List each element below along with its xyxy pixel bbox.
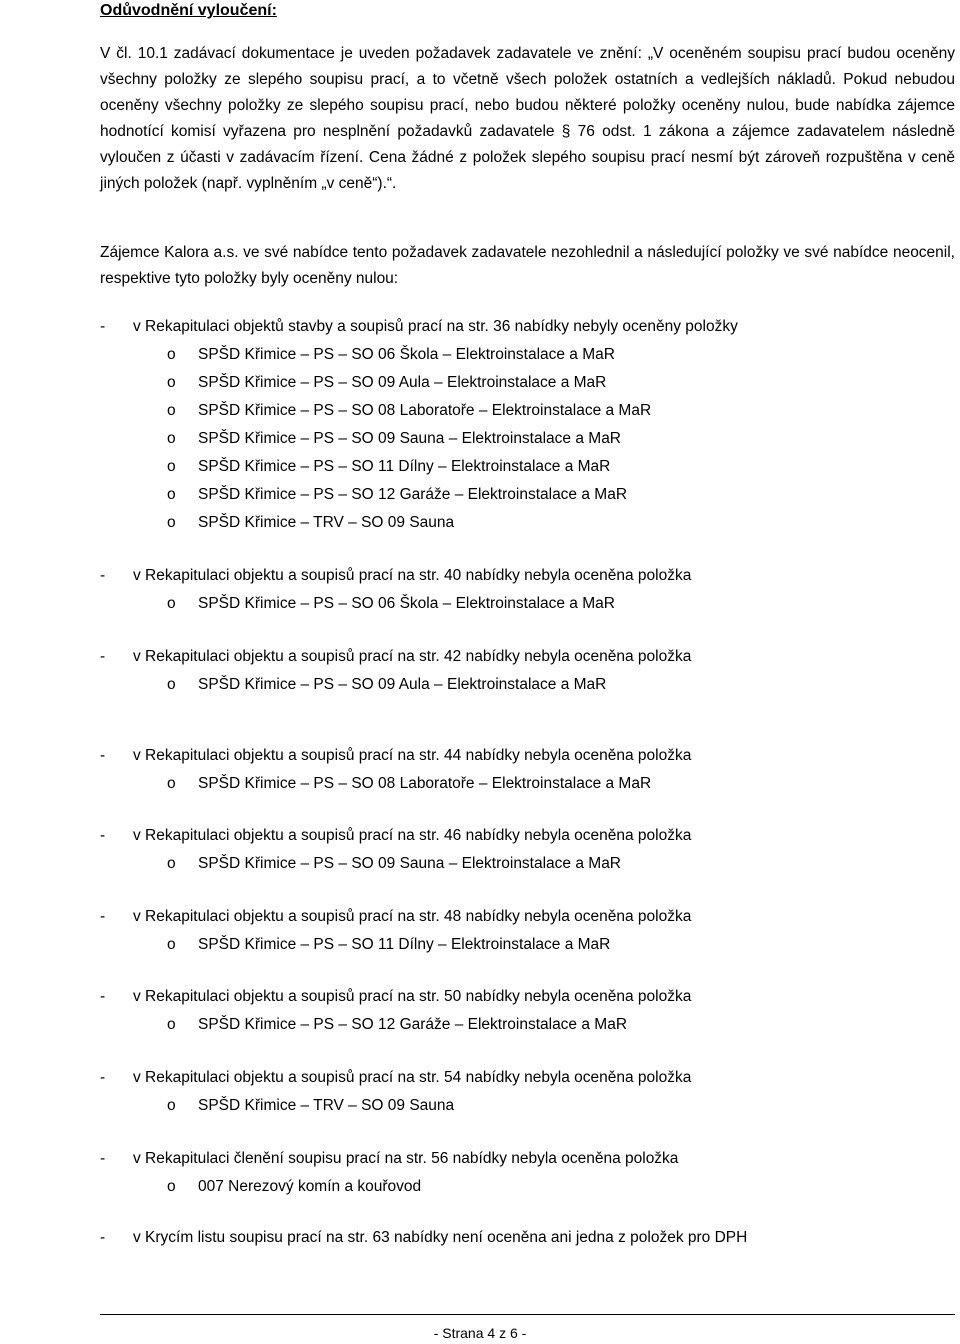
list-item [0,822,960,850]
sub-list-item [0,1011,960,1039]
bullet-marker: o [167,676,176,693]
bullet-marker: o [167,374,176,391]
bullet-marker: o [167,346,176,363]
sub-list-item-text: SPŠD Křimice – TRV – SO 09 Sauna [198,1097,455,1114]
sub-list-item-text: SPŠD Křimice – PS – SO 09 Aula – Elektroinstalace a MaR [198,676,607,693]
sub-list-item-text: SPŠD Křimice – PS – SO 08 Laboratoře – Elektroinstalace a MaR [198,402,652,419]
footer-divider [100,1314,955,1315]
sub-list-item [0,1092,960,1120]
list-item-text: v Rekapitulaci objektu a soupisů prací na str. 50 nabídky nebyla oceněna položka [133,988,692,1005]
bullet-marker: o [167,458,176,475]
sub-list-item-text: SPŠD Křimice – PS – SO 09 Sauna – Elektroinstalace a MaR [198,855,622,872]
paragraph-requirement: V čl. 10.1 zadávací dokumentace je uveden požadavek zadavatele ve znění: „V oceněném soupisu prací budou oceněny všechny položky ze slepého soupisu prací, a to včetně všech položek ostatních a vedlejších nákladů. Pokud nebudou oceněny všechny položky ze slepého soupisu prací, nebo budou některé položky oceněny nulou, bude nabídka zájemce hodnotící komisí vyřazena pro nesplnění požadavků zadavatele § 76 odst. 1 zákona a zájemce zadavatelem následně vyloučen z účasti v zadávacím řízení. Cena žádné z položek slepého soupisu prací nesmí být zároveň rozpuštěna v ceně jiných položek (např. vyplněním „v ceně“).“. [100,45,955,192]
list-item [0,1224,960,1252]
bullet-marker: o [167,855,176,872]
dash-marker: - [100,827,106,844]
list-group [0,562,960,618]
list-item [0,903,960,931]
dash-marker: - [100,747,106,764]
sub-list-item-text: SPŠD Křimice – PS – SO 09 Aula – Elektroinstalace a MaR [198,374,607,391]
list-item-text: v Rekapitulaci objektu a soupisů prací na str. 46 nabídky nebyla oceněna položka [133,827,692,844]
sub-list-item [0,453,960,481]
list-group [0,313,960,537]
sub-list-item [0,369,960,397]
list-item [0,643,960,671]
dash-marker: - [100,318,106,335]
list-group [0,1224,960,1252]
sub-list-item-text: SPŠD Křimice – PS – SO 11 Dílny – Elektroinstalace a MaR [198,458,611,475]
bullet-marker: o [167,514,176,531]
bullet-marker: o [167,430,176,447]
sub-list-item [0,590,960,618]
bullet-marker: o [167,1097,176,1114]
page-number-footer: - Strana 4 z 6 - [433,1325,527,1341]
list-item-text: v Rekapitulaci členění soupisu prací na str. 56 nabídky nebyla oceněna položka [133,1150,679,1167]
dash-marker: - [100,1150,106,1167]
list-item-text: v Rekapitulaci objektu a soupisů prací na str. 48 nabídky nebyla oceněna položka [133,908,692,925]
bullet-marker: o [167,936,176,953]
list-group [0,1145,960,1201]
sub-list-item-text: SPŠD Křimice – PS – SO 12 Garáže – Elektroinstalace a MaR [198,486,628,503]
sub-list-item-text: SPŠD Křimice – PS – SO 06 Škola – Elektroinstalace a MaR [198,595,615,612]
list-group [0,983,960,1039]
dash-marker: - [100,988,106,1005]
sub-list-item [0,481,960,509]
list-item-text: v Krycím listu soupisu prací na str. 63 nabídky není oceněna ani jedna z položek pro DPH [133,1229,748,1246]
sub-list-item [0,770,960,798]
list-group [0,903,960,959]
sub-list-item [0,397,960,425]
dash-marker: - [100,648,106,665]
list-item-text: v Rekapitulaci objektu a soupisů prací na str. 42 nabídky nebyla oceněna položka [133,648,692,665]
list-item-text: v Rekapitulaci objektu a soupisů prací na str. 44 nabídky nebyla oceněna položka [133,747,692,764]
dash-marker: - [100,1229,106,1246]
list-item [0,983,960,1011]
bullet-marker: o [167,486,176,503]
list-group [0,643,960,699]
list-item [0,742,960,770]
list-item [0,1145,960,1173]
paragraph-finding: Zájemce Kalora a.s. ve své nabídce tento požadavek zadavatele nezohlednil a následující položky ve své nabídce neocenil, respektive tyto položky byly oceněny nulou: [100,244,955,287]
sub-list-item [0,850,960,878]
sub-list-item [0,341,960,369]
sub-list-item [0,671,960,699]
sub-list-item-text: SPŠD Křimice – PS – SO 08 Laboratoře – Elektroinstalace a MaR [198,775,652,792]
sub-list-item-text: SPŠD Křimice – PS – SO 09 Sauna – Elektroinstalace a MaR [198,430,622,447]
list-item-text: v Rekapitulaci objektu a soupisů prací na str. 54 nabídky nebyla oceněna položka [133,1069,692,1086]
list-item [0,313,960,341]
sub-list-item [0,931,960,959]
dash-marker: - [100,1069,106,1086]
sub-list-item [0,1173,960,1201]
list-item-text: v Rekapitulaci objektů stavby a soupisů prací na str. 36 nabídky nebyly oceněny položky [133,318,738,335]
sub-list-item [0,425,960,453]
section-heading: Odůvodnění vyloučení: [100,2,277,19]
sub-list-item-text: SPŠD Křimice – PS – SO 12 Garáže – Elektroinstalace a MaR [198,1016,628,1033]
dash-marker: - [100,567,106,584]
list-group [0,1064,960,1120]
bullet-marker: o [167,402,176,419]
list-item-text: v Rekapitulaci objektu a soupisů prací na str. 40 nabídky nebyla oceněna položka [133,567,692,584]
sub-list-item-text: SPŠD Křimice – PS – SO 06 Škola – Elektroinstalace a MaR [198,346,615,363]
bullet-marker: o [167,1178,176,1195]
bullet-marker: o [167,1016,176,1033]
bullet-marker: o [167,595,176,612]
list-group [0,822,960,878]
list-item [0,1064,960,1092]
list-item [0,562,960,590]
bullet-marker: o [167,775,176,792]
list-group [0,742,960,798]
sub-list-item-text: SPŠD Křimice – TRV – SO 09 Sauna [198,514,455,531]
sub-list-item-text: 007 Nerezový komín a kouřovod [198,1178,422,1195]
sub-list-item [0,509,960,537]
dash-marker: - [100,908,106,925]
sub-list-item-text: SPŠD Křimice – PS – SO 11 Dílny – Elektroinstalace a MaR [198,936,611,953]
